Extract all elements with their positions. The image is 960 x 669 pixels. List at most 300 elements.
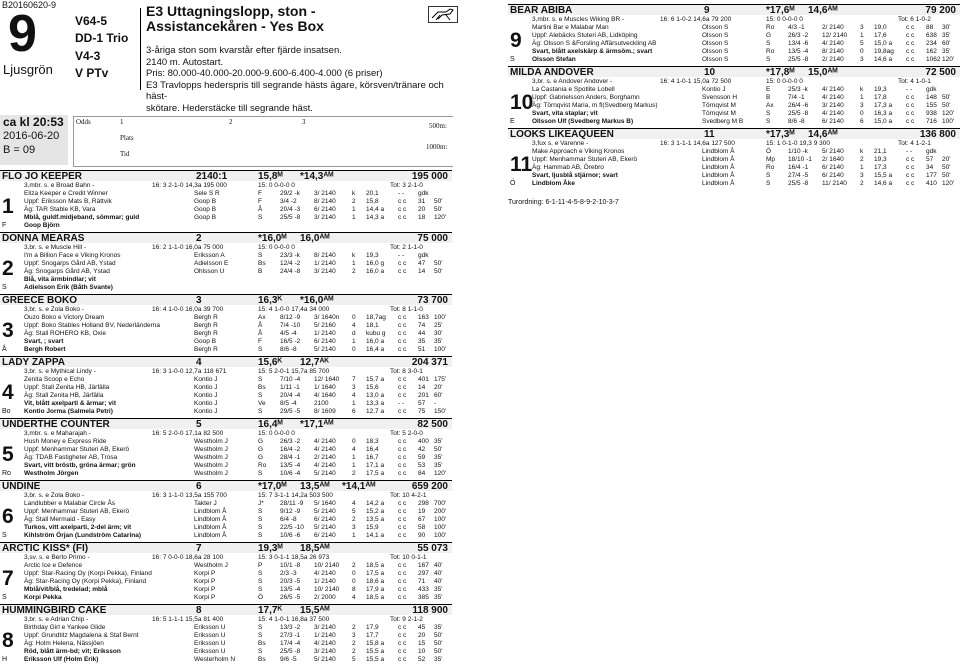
start-cell: Bergh R xyxy=(194,346,218,353)
start-cell: 20 xyxy=(418,206,426,213)
start-cell: Uppf: Gabrielsson Anders, Borghamn xyxy=(532,94,640,101)
race-type: DD-1 Trio xyxy=(75,31,129,46)
horse-detail-row xyxy=(0,182,452,190)
start-cell: 1 xyxy=(352,206,356,213)
start-cell: 2100 xyxy=(314,400,329,407)
record-1: 15,8ᴹ xyxy=(258,171,283,182)
start-cell: 2 xyxy=(352,648,356,655)
start-cell: S xyxy=(258,632,263,639)
start-cell: 4 xyxy=(352,322,356,329)
start-cell: P xyxy=(258,562,263,569)
horse-detail-row xyxy=(508,156,960,164)
horse-earnings: 204 371 xyxy=(411,357,448,368)
start-cell: 3/ 2140 xyxy=(314,624,336,631)
start-cell: 17,6 xyxy=(874,32,887,39)
start-cell: 7/10 -4 xyxy=(280,376,301,383)
start-cell: 385 xyxy=(418,594,429,601)
horse-detail-row xyxy=(0,338,452,346)
start-cell: c c xyxy=(398,438,407,445)
start-cell: 23/3 -k xyxy=(280,252,300,259)
start-cell: Goop B xyxy=(194,206,217,213)
start-cell: 13/3 -2 xyxy=(280,624,301,631)
start-cell: Lindblom Å xyxy=(702,156,735,163)
horse-detail-row xyxy=(0,516,452,524)
start-cell: Äg: Snogarps Gård AB, Ystad xyxy=(24,268,110,275)
start-cell: c c xyxy=(398,198,407,205)
start-cell: 7 xyxy=(352,376,356,383)
start-cell: c c xyxy=(906,110,915,117)
start-cell: c c xyxy=(398,346,407,353)
condition-line: Pris: 80.000-40.000-20.000-9.600-6.400-4.000 (6 priser) xyxy=(146,68,383,80)
start-cell: Å xyxy=(258,206,263,213)
horse-earnings: 55 073 xyxy=(417,543,448,554)
start-cell: 1/11 -1 xyxy=(280,384,300,391)
record-2: *17,1ᴬᴹ xyxy=(300,419,334,430)
start-cell: Eliza Keeper e Credit Winner xyxy=(24,190,108,197)
start-cell: d xyxy=(352,330,356,337)
horse-detail-row xyxy=(0,570,452,578)
start-cell: 700' xyxy=(434,500,447,507)
horse-detail-row xyxy=(0,430,452,438)
horse-header xyxy=(508,4,960,15)
start-cell: 60' xyxy=(942,40,951,47)
start-cell: Eriksson U xyxy=(194,624,226,631)
start-cell: 10/6 -6 xyxy=(280,532,301,539)
start-cell: 15,2 a xyxy=(366,508,385,515)
horse-detail-row xyxy=(0,322,452,330)
start-cell: 13,0 a xyxy=(366,392,385,399)
start-cell: Eriksson Ulf (Holm Erik) xyxy=(24,656,99,663)
horse-summary-cell: 16: 3 1-1-1 14,6a 127 500 xyxy=(660,140,735,147)
start-cell: Bergh R xyxy=(194,322,218,329)
start-cell: Lindblom Å xyxy=(194,516,227,523)
horse-header xyxy=(0,356,452,367)
start-cell: 1 xyxy=(352,532,356,539)
horse-earnings: 195 000 xyxy=(411,171,448,182)
horse-summary-cell: 16: 3 1-0-0 12,7a 118 671 xyxy=(152,368,227,375)
start-cell: 35' xyxy=(942,48,951,55)
start-cell: Korpi P xyxy=(194,570,216,577)
start-cell: 25/5 -8 xyxy=(788,56,809,63)
start-cell: 13,3 a xyxy=(366,400,385,407)
horse-summary-cell: 3,br. s. e Mythical Lindy - xyxy=(24,368,96,375)
driver-code: S xyxy=(2,594,7,601)
start-cell: gdk xyxy=(418,252,429,259)
start-cell: 3 xyxy=(860,172,864,179)
start-cell: Olsson S xyxy=(702,40,729,47)
start-cell: 16,4 a xyxy=(366,346,385,353)
start-cell: k xyxy=(860,148,864,155)
start-cell: 3 xyxy=(352,384,356,391)
start-cell: 51 xyxy=(418,346,426,353)
horse-distance: 3 xyxy=(196,295,202,306)
start-cell: 5 xyxy=(352,508,356,515)
horse-summary-cell: 15: 3 0-1-1 18,5a 26 973 xyxy=(258,554,330,561)
trotting-horse-icon xyxy=(428,6,458,23)
start-cell: 35' xyxy=(434,454,443,461)
start-cell: Ö xyxy=(258,594,264,601)
start-cell: 5/ 1640 xyxy=(314,500,336,507)
start-cell: 15,9 xyxy=(366,524,379,531)
horse-summary-cell: 3,mbr. s. e Broad Bahn - xyxy=(24,182,95,189)
start-cell: 5 xyxy=(352,656,356,663)
start-cell: Lindblom Å xyxy=(194,508,227,515)
horse-detail-row xyxy=(0,284,452,292)
start-cell: 59 xyxy=(418,454,426,461)
graph-tick-2: 2 xyxy=(229,118,233,126)
horse-detail-row xyxy=(0,198,452,206)
start-cell: 6/ 2140 xyxy=(314,206,336,213)
horse-summary-cell: 16: 2 1-1-0 16,0a 75 000 xyxy=(152,244,224,251)
start-cell: 1/ 1640 xyxy=(314,384,336,391)
horse-summary-cell: Tot: 9 2-1-2 xyxy=(390,616,423,623)
start-cell: 3 xyxy=(860,102,864,109)
horse-earnings: 118 900 xyxy=(412,605,448,616)
start-cell: 433 xyxy=(418,586,429,593)
start-cell: 13/5 -4 xyxy=(280,586,301,593)
horse-summary-cell: 15: 7 3-1-1 14,2a 503 500 xyxy=(258,492,333,499)
horse-detail-row xyxy=(508,148,960,156)
start-cell: 18,3 xyxy=(366,438,379,445)
horse-earnings: 72 500 xyxy=(925,67,956,78)
start-cell: 16/4 -1 xyxy=(788,164,809,171)
start-cell: 100' xyxy=(434,532,447,539)
horse-header xyxy=(0,480,452,491)
start-cell: 2 xyxy=(352,198,356,205)
start-cell: c c xyxy=(398,500,407,507)
start-cell: 20 xyxy=(418,632,426,639)
start-cell: c c xyxy=(398,570,407,577)
start-cell: 35 xyxy=(418,338,426,345)
horse-name: MILDA ANDOVER xyxy=(510,67,594,78)
start-cell: 3/ 2140 xyxy=(314,190,336,197)
start-cell: 5/ 2140 xyxy=(314,346,336,353)
start-cell: 12,7 a xyxy=(366,408,385,415)
driver-code: H xyxy=(2,656,8,663)
post-position: 2 xyxy=(2,257,14,280)
start-cell: 2/ 2140 xyxy=(822,56,844,63)
start-cell: S xyxy=(258,470,263,477)
start-cell: Westholm J xyxy=(194,470,228,477)
race-types xyxy=(75,13,128,83)
odds-graph-frame xyxy=(73,116,453,167)
horse-detail-row xyxy=(508,102,960,110)
start-cell: 4/ 2140 xyxy=(314,462,336,469)
venue-color: Ljusgrön xyxy=(3,62,53,77)
start-cell: Westholm J xyxy=(194,438,228,445)
start-cell: 50' xyxy=(434,632,443,639)
turordning: Turordning: 6-1-11-4-5-8-9-2-10-3-7 xyxy=(508,199,619,206)
start-cell: 716 xyxy=(926,118,937,125)
start-cell: 2 xyxy=(352,268,356,275)
start-cell: 25/5 -8 xyxy=(788,180,809,187)
horse-detail-row xyxy=(508,78,960,86)
race-title-line: E3 Uttagningslopp, ston - xyxy=(146,3,316,19)
start-cell: Ax xyxy=(766,102,774,109)
start-cell: Lindblom Å xyxy=(702,148,735,155)
start-cell: 17,5 a xyxy=(366,570,385,577)
start-cell: Korpi P xyxy=(194,594,216,601)
start-cell: 3/ 2140 xyxy=(822,102,844,109)
horse-detail-row xyxy=(0,244,452,252)
start-cell: c c xyxy=(906,40,915,47)
horse-earnings: 659 200 xyxy=(411,481,448,492)
start-cell: c c xyxy=(398,586,407,593)
start-cell: 19,8ag xyxy=(874,48,894,55)
record-1: 17,7ᴷ xyxy=(258,605,283,616)
start-cell: 50' xyxy=(434,206,443,213)
horse-summary-cell: Tot: 8 3-0-1 xyxy=(390,368,423,375)
start-cell: F xyxy=(258,190,262,197)
horse-detail-row xyxy=(0,438,452,446)
start-cell: 35' xyxy=(434,594,443,601)
start-cell: Uppf: Snogarps Gård AB, Ystad xyxy=(24,260,116,267)
start-cell: 16,4 xyxy=(366,446,379,453)
start-cell: Make Approach e Viking Kronos xyxy=(532,148,625,155)
start-cell: Äg: TDAB Fastigheter AB, Trosa xyxy=(24,454,118,461)
start-cell: 20,1 xyxy=(366,190,379,197)
horse-detail-row xyxy=(0,594,452,602)
start-cell: S xyxy=(258,392,263,399)
start-cell: 35' xyxy=(434,656,443,663)
horse-detail-row xyxy=(0,222,452,230)
start-cell: c c xyxy=(398,408,407,415)
start-cell: 24/4 -8 xyxy=(280,268,301,275)
start-cell: 155 xyxy=(926,102,937,109)
start-cell: 148 xyxy=(926,94,937,101)
record-2: 13,5ᴬᴹ xyxy=(300,481,330,492)
race-conditions xyxy=(146,45,446,114)
start-cell: 26/3 -2 xyxy=(788,32,809,39)
start-cell: 1 xyxy=(352,214,356,221)
start-cell: 3 xyxy=(860,56,864,63)
start-cell: 50' xyxy=(434,198,443,205)
start-cell: c c xyxy=(398,594,407,601)
start-cell: 6 xyxy=(352,408,356,415)
start-cell: 4 xyxy=(352,594,356,601)
start-cell: 29/5 -5 xyxy=(280,408,301,415)
start-cell: 150' xyxy=(434,408,447,415)
start-cell: Lindblom Å xyxy=(702,172,735,179)
start-cell: Mp xyxy=(766,156,776,163)
start-cell: c c xyxy=(398,516,407,523)
horse-detail-row xyxy=(508,180,960,188)
start-cell: 40' xyxy=(434,570,443,577)
start-cell: 1 xyxy=(352,454,356,461)
start-cell: 50' xyxy=(434,446,443,453)
start-cell: S xyxy=(258,408,263,415)
start-cell: c c xyxy=(398,446,407,453)
graph-label-plats: Plats xyxy=(120,134,134,142)
start-cell: Korpi P xyxy=(194,578,216,585)
start-cell: 100' xyxy=(434,314,447,321)
start-cell: 19,3 xyxy=(874,86,887,93)
start-cell: Adielsson E xyxy=(194,260,229,267)
start-cell: S xyxy=(258,624,263,631)
horse-distance: 4 xyxy=(196,357,202,368)
start-cell: 120' xyxy=(942,56,955,63)
start-cell: 27/3 -1 xyxy=(280,632,301,639)
start-cell: 0 xyxy=(352,438,356,445)
record-2: 14,6ᴬᴹ xyxy=(808,5,838,16)
start-cell: 5/ 2140 xyxy=(314,470,336,477)
horse-name: DONNA MEARAS xyxy=(2,233,85,244)
start-cell: c c xyxy=(398,268,407,275)
start-cell: 12/ 2140 xyxy=(822,32,848,39)
start-cell: gdk xyxy=(926,148,937,155)
start-cell: Olsson S xyxy=(702,32,729,39)
horse-summary-cell: 15: 0 0-0-0 0 xyxy=(766,16,803,23)
start-cell: Bergh R xyxy=(194,314,218,321)
start-cell: 14,1 a xyxy=(366,532,385,539)
start-cell: Bergh R xyxy=(194,330,218,337)
start-cell: 3/ 2140 xyxy=(314,214,336,221)
start-cell: 17,1 a xyxy=(366,462,385,469)
horse-detail-row xyxy=(508,172,960,180)
start-cell: G xyxy=(258,454,264,461)
start-cell: Westerholm N xyxy=(194,656,236,663)
graph-label-500m: 500m: xyxy=(429,122,447,130)
horse-earnings: 136 800 xyxy=(919,129,956,140)
record-2: 18,5ᴬᴹ xyxy=(300,543,330,554)
start-cell: 3 xyxy=(352,524,356,531)
record-3: *14,1ᴬᴹ xyxy=(342,481,376,492)
horse-header xyxy=(0,604,452,615)
start-cell: Adielsson Erik (Båth Svante) xyxy=(24,284,113,291)
horse-detail-row xyxy=(0,492,452,500)
start-cell: 12/ 1640 xyxy=(314,376,340,383)
start-cell: 6/ 2140 xyxy=(314,532,336,539)
post-position: 10 xyxy=(510,91,534,114)
start-cell: 4/ 2140 xyxy=(314,438,336,445)
condition-line: E3 Travlopps hederspris till segrande hästs ägare, körsven/tränare och häst- xyxy=(146,79,444,103)
start-cell: F xyxy=(258,198,262,205)
start-cell: Hush Money e Express Ride xyxy=(24,438,107,445)
post-position: 11 xyxy=(510,153,533,176)
start-cell: Goop B xyxy=(194,214,217,221)
start-cell: c c xyxy=(398,624,407,631)
record-1: *17,8ᴹ xyxy=(766,67,795,78)
start-cell: 1 xyxy=(860,164,864,171)
driver-code: S xyxy=(510,56,515,63)
start-cell: Goop B xyxy=(194,338,217,345)
horse-summary-cell: 16: 6 1-0-2 14,6a 79 200 xyxy=(660,16,732,23)
driver-code: F xyxy=(2,222,7,229)
start-cell: 4/ 2140 xyxy=(314,570,336,577)
start-cell: 16,7 xyxy=(366,454,379,461)
horse-detail-row xyxy=(0,640,452,648)
start-cell: 4/ 1640 xyxy=(314,392,336,399)
start-cell: Äg: Stall ROHERO KB, Oxie xyxy=(24,330,106,337)
start-cell: 53 xyxy=(418,462,426,469)
horse-detail-row xyxy=(0,470,452,478)
start-cell: 14,2 a xyxy=(366,500,385,507)
horse-detail-row xyxy=(0,648,452,656)
start-cell: 3/ 1640n xyxy=(314,314,340,321)
start-cell: 120' xyxy=(942,110,955,117)
start-cell: 1 xyxy=(860,94,864,101)
start-cell: c c xyxy=(398,656,407,663)
start-cell: 19,0 xyxy=(874,24,887,31)
start-cell: 15,0 a xyxy=(874,118,893,125)
start-cell: S xyxy=(766,40,771,47)
horse-name: ARCTIC KISS* (FI) xyxy=(2,543,89,554)
start-cell: Zenita Scoop e Echo xyxy=(24,376,85,383)
start-cell: 177 xyxy=(926,172,937,179)
start-cell: 74 xyxy=(418,322,426,329)
start-cell: 18,1 xyxy=(366,322,379,329)
start-cell: 19,3 xyxy=(874,156,887,163)
horse-summary-cell: 16: 3 2-1-0 14,3a 195 000 xyxy=(152,182,227,189)
start-cell: 1 xyxy=(352,260,356,267)
start-cell: 25/5 -8 xyxy=(280,648,301,655)
start-cell: Martini Bar e Malabar Man xyxy=(532,24,609,31)
start-cell: 14,6 a xyxy=(874,56,893,63)
horse-detail-row xyxy=(0,400,452,408)
start-cell: 3/ 2140 xyxy=(314,268,336,275)
start-cell: gdk xyxy=(418,190,429,197)
start-cell: 3 xyxy=(352,632,356,639)
graph-label-tid: Tid xyxy=(120,150,130,158)
horse-distance: 11 xyxy=(704,129,715,140)
horse-detail-row xyxy=(0,384,452,392)
start-cell: 2/ 2140 xyxy=(314,454,336,461)
start-cell: Lindblom Å xyxy=(702,164,735,171)
start-cell: 25/3 -k xyxy=(788,86,808,93)
start-cell: 15,7 a xyxy=(366,376,385,383)
horse-summary-cell: 3,br. s. e Andover Andover - xyxy=(532,78,613,85)
start-cell: Uppf: Grundtitz Magdalena & Staf Bernt xyxy=(24,632,139,639)
start-cell: c c xyxy=(398,314,407,321)
start-cell: Äg: Hammab AB, Örebro xyxy=(532,164,604,171)
race-title xyxy=(146,4,324,33)
start-cell: c c xyxy=(398,454,407,461)
record-2: 15,5ᴬᴹ xyxy=(300,605,330,616)
start-cell: 8/6 -8 xyxy=(280,346,297,353)
start-cell: 15,5 a xyxy=(874,172,893,179)
start-cell: k xyxy=(860,86,864,93)
horse-name: LADY ZAPPA xyxy=(2,357,65,368)
start-cell: Goop B xyxy=(194,198,217,205)
start-cell: E xyxy=(766,86,771,93)
start-cell: 4/ 2140 xyxy=(822,110,844,117)
start-cell: k xyxy=(352,252,356,259)
start-cell: Olsson S xyxy=(702,24,729,31)
start-cell: 5/ 2140 xyxy=(314,656,336,663)
start-cell: Svensson H xyxy=(702,94,738,101)
start-cell: 10/1 -8 xyxy=(280,562,301,569)
start-cell: c c xyxy=(398,462,407,469)
horse-summary-cell: Tot: 3 2-1-0 xyxy=(390,182,423,189)
horse-detail-row xyxy=(0,446,452,454)
start-cell: Lindblom Å xyxy=(194,532,227,539)
start-cell: 16/4 -2 xyxy=(280,446,301,453)
start-cell: Törnqvist M xyxy=(702,110,736,117)
horse-summary-cell: 15: 0 0-0-0 0 xyxy=(258,430,295,437)
horse-name: LOOKS LIKEAQUEEN xyxy=(510,129,614,140)
start-cell: 34 xyxy=(926,164,934,171)
horse-summary-cell: 3,br. s. e Zola Boko - xyxy=(24,492,84,499)
race-title-line: Assistancekåren - Yes Box xyxy=(146,17,324,34)
horse-summary-cell: 3,br. s. e Adrian Chip - xyxy=(24,616,89,623)
graph-tick-1: 1 xyxy=(120,118,124,126)
record-1: *17,6ᴹ xyxy=(766,5,795,16)
start-cell: 8/12 -9 xyxy=(280,314,301,321)
start-cell: Kontio J xyxy=(194,408,218,415)
start-cell: 1062 xyxy=(926,56,941,63)
start-cell: Svart, blått axelskärp & ärmsöm.; svart xyxy=(532,48,653,55)
start-cell: c c xyxy=(398,632,407,639)
